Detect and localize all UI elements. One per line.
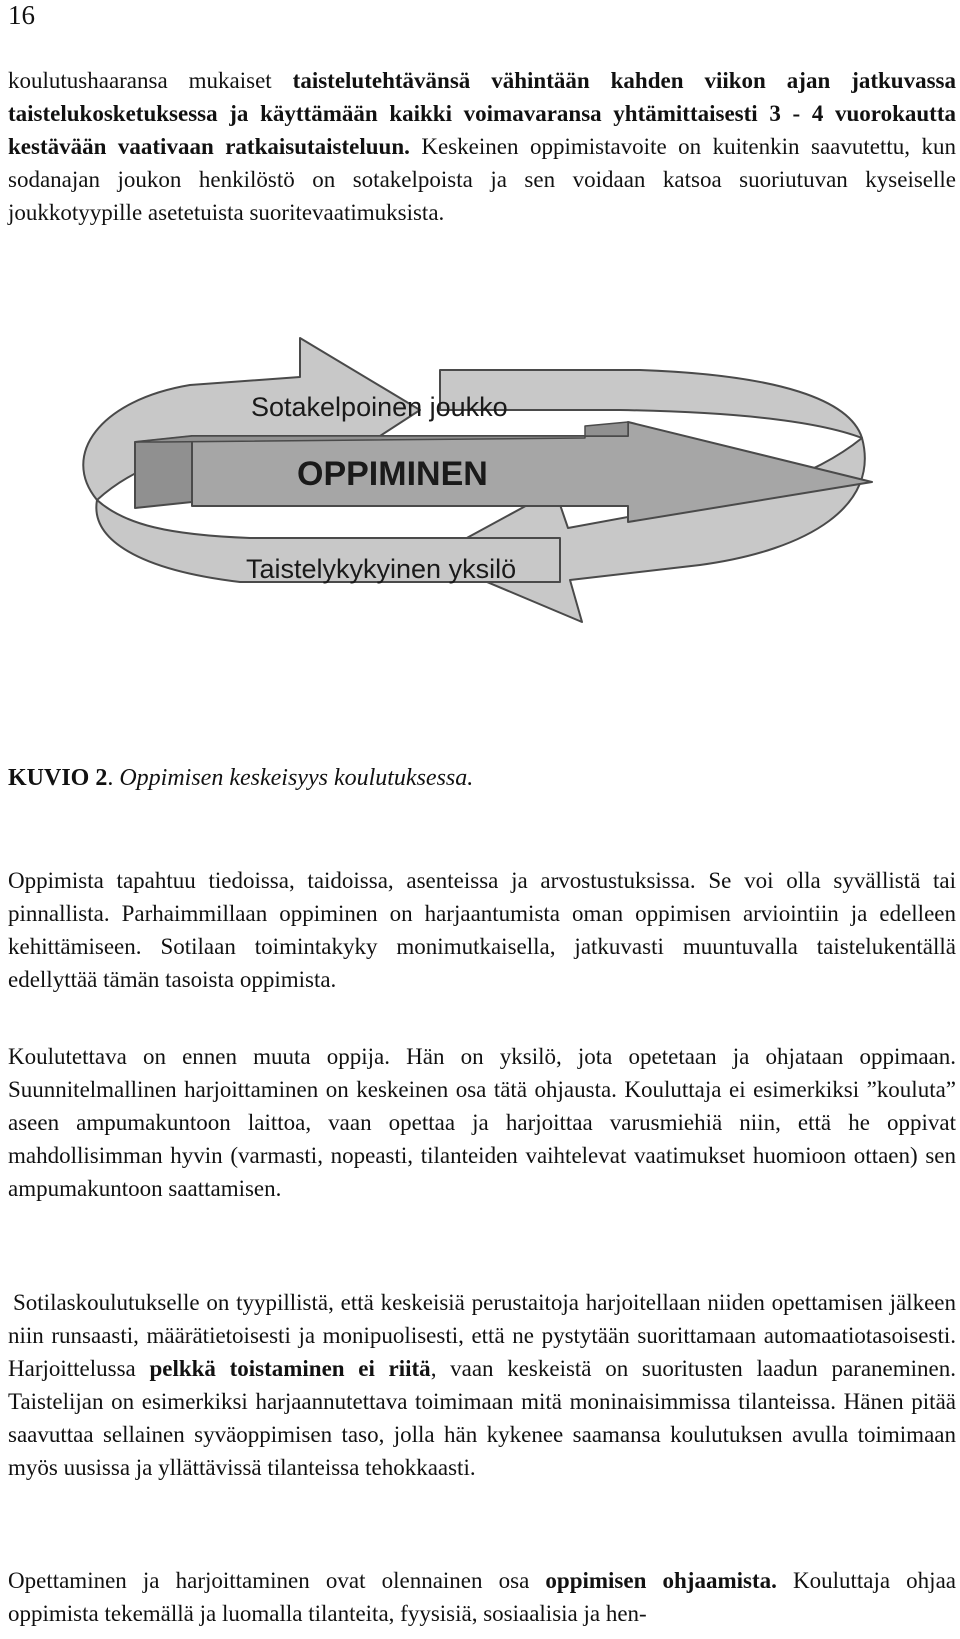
- paragraph-2: Oppimista tapahtuu tiedoissa, taidoissa, asenteissa ja arvostustuksissa. Se voi olla syvällistä tai pinnallista. Parhaimmillaan oppiminen on harjaantumista oman oppimisen arviointiin ja edelleen kehittämiseen. Sotilaan toimintakyky monimutkaisella, jatkuvasti muuntuvalla taistelukentällä edellyttää tämän tasoista oppimista.: [8, 868, 956, 992]
- paragraph-5-bold: oppimisen ohjaamista.: [545, 1568, 777, 1593]
- paragraph-4-bold: pelkkä toistaminen ei riitä: [149, 1356, 431, 1381]
- figure-label-bottom: Taistelykykyinen yksilö: [246, 554, 517, 584]
- caption-separator: .: [107, 765, 114, 791]
- learning-cycle-figure: [0, 330, 960, 660]
- caption-label: KUVIO 2: [8, 765, 108, 791]
- paragraph-1: [8, 64, 956, 229]
- paragraph-5: [8, 1564, 956, 1630]
- caption-text: Oppimisen keskeisyys koulutuksessa.: [119, 765, 474, 791]
- paragraph-1-bold: taistelutehtävänsä vähintään kahden viikon ajan jatkuvassa taistelukosketuksessa ja käyttämään kaikki voimavaransa yhtämittaisesti 3 - 4 vuorokautta kestävään vaativaan ratkaisutaisteluun.: [8, 68, 957, 159]
- learning-cycle-diagram: [0, 330, 960, 660]
- paragraph-4: [8, 1286, 956, 1484]
- paragraph-4-text-a: Sotilaskoulutukselle on tyypillistä, että keskeisiä perustaitoja harjoitellaan niiden opettamisen jälkeen niin runsaasti, määrätietoisesti ja monipuolisesti, että ne pystytään suorittamaan automaatiotasoisesti. Harjoittelussa: [8, 1290, 956, 1381]
- main-arrow-side: [135, 436, 192, 508]
- paragraph-5-text-a: Opettaminen ja harjoittaminen ovat olennainen osa: [8, 1568, 546, 1593]
- figure-label-center: OPPIMINEN: [297, 455, 488, 493]
- paragraph-3: Koulutettava on ennen muuta oppija. Hän on yksilö, jota opetetaan ja ohjataan oppimaan. Suunnitelmallinen harjoittaminen on keskeinen osa tätä ohjausta. Kouluttaja ei esimerkiksi ”kouluta” aseen ampumakuntoon laittoa, vaan opettaa ja harjoittaa varusmiehiä niin, että he oppivat mahdollisimman hyvin (varmasti, nopeasti, tilanteiden vaihtelevat vaatimukset huomioon ottaen) sen ampumakuntoon saattamisen.: [8, 1044, 956, 1201]
- figure-caption: [8, 762, 473, 794]
- paragraph-4-text-b: , vaan keskeistä on suoritusten laadun paraneminen. Taistelijan on esimerkiksi harjaannutettava toimimaan mitä moninaisimmissa tilanteissa. Hänen pitää saavuttaa sellainen syväoppimisen taso, jolla hän kykenee saamansa koulutuksen avulla toimimaan myös uusissa ja yllättävissä tilanteissa tehokkaasti.: [8, 1356, 956, 1480]
- paragraph-1-text-a: koulutushaaransa mukaiset: [8, 68, 293, 93]
- paragraph-1-text-b: Keskeinen oppimistavoite on kuitenkin saavutettu, kun sodanajan joukon henkilöstö on sotakelpoista ja sen voidaan katsoa suoriutuvan kyseiselle joukkotyypille asetetuista suoritevaatimuksista.: [8, 134, 956, 225]
- paragraph-5-text-b: Kouluttaja ohjaa oppimista tekemällä ja luomalla tilanteita, fyysisiä, sosiaalisia ja hen-: [8, 1568, 956, 1626]
- figure-label-top: Sotakelpoinen joukko: [251, 392, 508, 422]
- page-number: 16: [8, 0, 35, 30]
